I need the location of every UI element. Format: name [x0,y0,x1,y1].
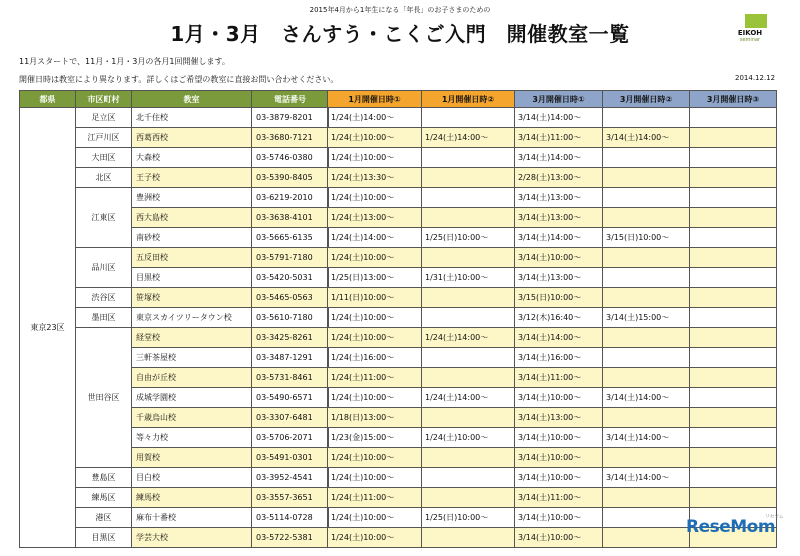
schedule-cell [603,268,690,288]
ward-cell: 港区 [76,508,132,528]
schedule-cell: 2/28(土)13:00～ [515,168,603,188]
schedule-cell [690,208,777,228]
col-prefecture: 都県 [20,91,76,108]
phone-cell: 03-5390-8405 [252,168,329,188]
phone-cell: 03-5722-5381 [252,528,329,548]
schedule-cell: 3/14(土)15:00～ [603,308,690,328]
schedule-cell: 3/14(土)11:00～ [515,128,603,148]
schedule-cell [690,468,777,488]
phone-cell: 03-6219-2010 [252,188,329,208]
schedule-cell [422,308,515,328]
schedule-cell: 1/24(土)10:00～ [328,148,422,168]
ward-cell: 足立区 [76,108,132,128]
school-cell: 北千住校 [132,108,252,128]
col-phone: 電話番号 [252,91,329,108]
school-cell: 豊洲校 [132,188,252,208]
school-cell: 南砂校 [132,228,252,248]
school-cell: 三軒茶屋校 [132,348,252,368]
schedule-cell [603,188,690,208]
schedule-cell [690,488,777,508]
schedule-cell [690,408,777,428]
schedule-cell [690,308,777,328]
schedule-cell: 1/24(土)13:00～ [328,208,422,228]
schedule-cell: 3/12(木)16:40～ [515,308,603,328]
schedule-cell [603,408,690,428]
schedule-cell [690,348,777,368]
school-cell: 自由が丘校 [132,368,252,388]
schedule-cell: 1/24(土)10:00～ [328,388,422,408]
schedule-cell: 1/24(土)14:00～ [422,388,515,408]
phone-cell: 03-3557-3651 [252,488,329,508]
phone-cell: 03-5420-5031 [252,268,329,288]
school-cell: 五反田校 [132,248,252,268]
schedule-cell: 1/31(土)10:00～ [422,268,515,288]
resemom-watermark: ReseMom リセマム [686,514,784,537]
schedule-cell [603,448,690,468]
phone-cell: 03-3425-8261 [252,328,329,348]
school-cell: 練馬校 [132,488,252,508]
schedule-cell: 3/14(土)10:00～ [515,428,603,448]
school-cell: 経堂校 [132,328,252,348]
schedule-cell [690,108,777,128]
schedule-cell: 1/24(土)14:00～ [328,108,422,128]
schedule-cell [690,168,777,188]
schedule-cell [422,468,515,488]
phone-cell: 03-5746-0380 [252,148,329,168]
schedule-cell [603,488,690,508]
schedule-cell [690,368,777,388]
schedule-cell: 3/14(土)14:00～ [515,328,603,348]
schedule-cell: 3/14(土)13:00～ [515,188,603,208]
schedule-cell: 3/14(土)13:00～ [515,268,603,288]
schedule-cell [603,248,690,268]
schedule-cell: 3/14(土)14:00～ [603,388,690,408]
logo-text: EIKOH seminar [737,29,763,43]
schedule-cell: 3/14(土)14:00～ [515,108,603,128]
school-cell: 成城学園校 [132,388,252,408]
phone-cell: 03-3879-8201 [252,108,329,128]
phone-cell: 03-5731-8461 [252,368,329,388]
school-cell: 笹塚校 [132,288,252,308]
schedule-cell: 1/11(日)10:00～ [328,288,422,308]
schedule-cell [690,328,777,348]
schedule-cell [422,188,515,208]
school-cell: 麻布十番校 [132,508,252,528]
schedule-cell: 1/24(土)10:00～ [328,308,422,328]
phone-cell: 03-3638-4101 [252,208,329,228]
ward-cell: 豊島区 [76,468,132,488]
ward-cell: 大田区 [76,148,132,168]
schedule-cell [422,288,515,308]
school-cell: 目白校 [132,468,252,488]
schedule-cell: 1/24(土)10:00～ [328,448,422,468]
ward-cell: 渋谷区 [76,288,132,308]
note-schedule: 11月スタートで、11月・1月・3月の各月1回開催します。 [19,57,230,66]
note-contact: 開催日時は教室により異なります。詳しくはご希望の教室に直接お問い合わせください。 [19,75,339,84]
logo-mark-icon [745,14,767,28]
col-jan-1: 1月開催日時① [328,91,422,108]
schedule-cell [422,348,515,368]
schedule-cell: 1/24(土)10:00～ [328,508,422,528]
ward-cell: 江戸川区 [76,128,132,148]
schedule-cell [690,448,777,468]
phone-cell: 03-5491-0301 [252,448,329,468]
school-cell: 等々力校 [132,428,252,448]
schedule-cell: 3/14(土)13:00～ [515,208,603,228]
ward-cell: 品川区 [76,248,132,288]
schedule-cell: 3/14(土)10:00～ [515,468,603,488]
schedule-cell: 3/14(土)14:00～ [515,228,603,248]
schedule-cell: 1/24(土)10:00～ [328,328,422,348]
schedule-cell [422,148,515,168]
school-cell: 目黒校 [132,268,252,288]
schedule-cell [690,248,777,268]
schedule-cell: 1/18(日)13:00～ [328,408,422,428]
schedule-cell [603,148,690,168]
schedule-cell: 1/24(土)11:00～ [328,488,422,508]
col-mar-1: 3月開催日時① [515,91,603,108]
schedule-cell: 3/15(日)10:00～ [515,288,603,308]
col-mar-3: 3月開催日時③ [690,91,777,108]
schedule-cell [690,288,777,308]
ward-cell: 江東区 [76,188,132,248]
ward-cell: 目黒区 [76,528,132,548]
eikoh-logo [732,14,768,44]
schedule-cell [422,368,515,388]
schedule-cell: 1/24(土)11:00～ [328,368,422,388]
schedule-cell [422,488,515,508]
schedule-cell: 1/24(土)13:30～ [328,168,422,188]
schedule-cell [422,248,515,268]
phone-cell: 03-3307-6481 [252,408,329,428]
schedule-cell: 3/14(土)11:00～ [515,488,603,508]
schedule-cell: 1/24(土)14:00～ [328,228,422,248]
schedule-cell [603,108,690,128]
page-subtitle: 2015年4月から1年生になる「年長」のお子さまのための [309,6,491,14]
phone-cell: 03-5791-7180 [252,248,329,268]
schedule-cell: 1/24(土)14:00～ [422,328,515,348]
school-cell: 東京スカイツリータウン校 [132,308,252,328]
schedule-cell: 3/14(土)14:00～ [603,468,690,488]
schedule-cell [422,168,515,188]
schedule-cell [603,508,690,528]
phone-cell: 03-5610-7180 [252,308,329,328]
phone-cell: 03-3487-1291 [252,348,329,368]
schedule-cell [422,208,515,228]
schedule-cell [603,168,690,188]
schedule-cell: 3/15(日)10:00～ [603,228,690,248]
prefecture-cell: 東京23区 [20,108,76,548]
phone-cell: 03-3680-7121 [252,128,329,148]
schedule-cell: 3/14(土)14:00～ [603,428,690,448]
schedule-cell: 3/14(土)10:00～ [515,528,603,548]
schedule-cell [690,388,777,408]
school-cell: 西葛西校 [132,128,252,148]
phone-cell: 03-5490-6571 [252,388,329,408]
march-schedule-table [514,90,784,548]
col-school: 教室 [132,91,252,108]
schedule-cell: 3/14(土)14:00～ [515,148,603,168]
schedule-cell: 3/14(土)13:00～ [515,408,603,428]
phone-cell: 03-3952-4541 [252,468,329,488]
schedule-cell [690,128,777,148]
schedule-cell: 1/24(土)10:00～ [328,248,422,268]
schedule-cell [603,368,690,388]
schedule-cell [603,328,690,348]
schedule-cell [422,108,515,128]
schedule-cell: 3/14(土)11:00～ [515,368,603,388]
schedule-cell: 3/14(土)14:00～ [603,128,690,148]
phone-cell: 03-5114-0728 [252,508,329,528]
school-table [19,90,329,548]
school-cell: 用賀校 [132,448,252,468]
schedule-cell [690,148,777,168]
col-mar-2: 3月開催日時② [603,91,690,108]
schedule-cell: 1/25(日)10:00～ [422,508,515,528]
phone-cell: 03-5706-2071 [252,428,329,448]
schedule-cell: 1/24(土)10:00～ [328,128,422,148]
schedule-cell: 1/25(日)13:00～ [328,268,422,288]
school-cell: 王子校 [132,168,252,188]
school-cell: 学芸大校 [132,528,252,548]
schedule-cell: 3/14(土)10:00～ [515,248,603,268]
schedule-cell: 1/25(日)10:00～ [422,228,515,248]
school-cell: 大森校 [132,148,252,168]
schedule-cell [603,288,690,308]
schedule-cell [603,528,690,548]
schedule-cell: 1/24(土)10:00～ [328,188,422,208]
ward-cell: 北区 [76,168,132,188]
schedule-cell [690,228,777,248]
school-cell: 千歳烏山校 [132,408,252,428]
schedule-cell [690,268,777,288]
schedule-cell [690,188,777,208]
schedule-cell [603,208,690,228]
schedule-cell [690,428,777,448]
schedule-cell: 1/24(土)10:00～ [328,468,422,488]
schedule-cell: 3/14(土)10:00～ [515,508,603,528]
ward-cell: 世田谷区 [76,328,132,468]
schedule-cell: 3/14(土)10:00～ [515,448,603,468]
ward-cell: 練馬区 [76,488,132,508]
schedule-cell: 1/24(土)14:00～ [422,128,515,148]
phone-cell: 03-5665-6135 [252,228,329,248]
ward-cell: 墨田区 [76,308,132,328]
schedule-cell: 1/24(土)10:00～ [328,528,422,548]
schedule-cell [422,448,515,468]
schedule-cell [422,408,515,428]
published-date: 2014.12.12 [735,74,776,82]
schedule-cell: 3/14(土)16:00～ [515,348,603,368]
schedule-cell [603,348,690,368]
school-cell: 西大島校 [132,208,252,228]
phone-cell: 03-5465-0563 [252,288,329,308]
january-schedule-table [327,90,515,548]
schedule-cell [422,528,515,548]
schedule-cell: 1/24(土)16:00～ [328,348,422,368]
col-ward: 市区町村 [76,91,132,108]
schedule-cell: 1/24(土)10:00～ [422,428,515,448]
col-jan-2: 1月開催日時② [422,91,515,108]
schedule-cell: 1/23(金)15:00～ [328,428,422,448]
page-title: 1月・3月 さんすう・こくご入門 開催教室一覧 [170,22,630,46]
schedule-cell: 3/14(土)10:00～ [515,388,603,408]
